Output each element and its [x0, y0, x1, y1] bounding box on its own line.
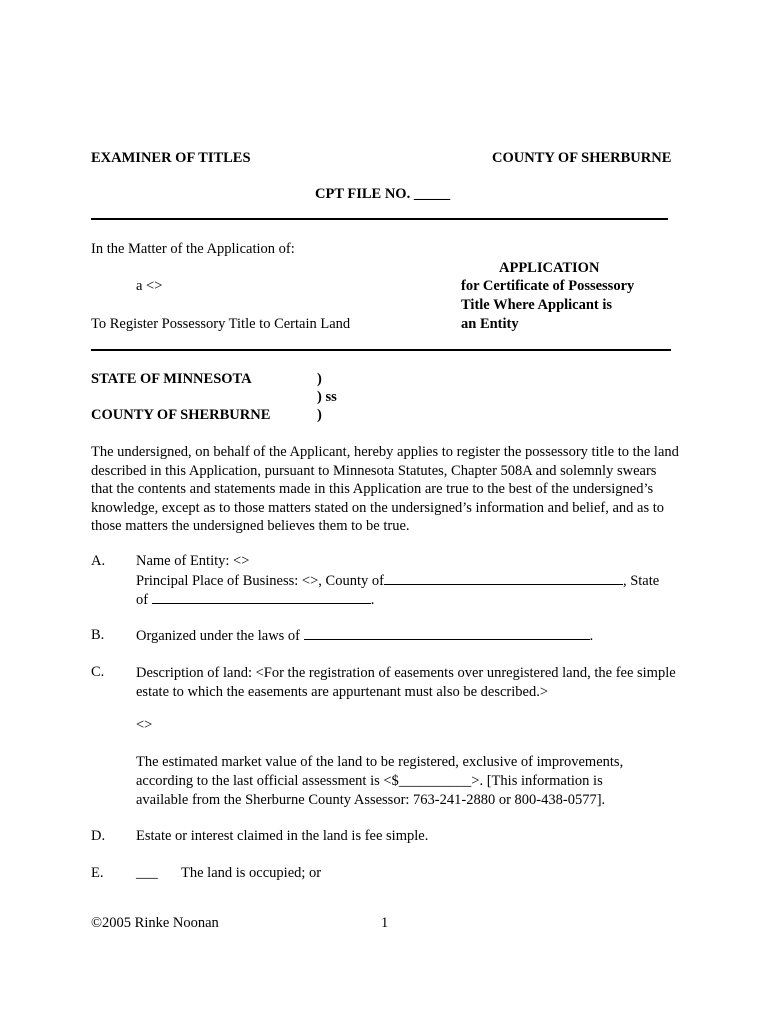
- application-subtitle-2: Title Where Applicant is: [461, 297, 613, 313]
- state-label: , State: [622, 573, 660, 589]
- organized-line: [136, 627, 593, 645]
- land-placeholder: <>: [136, 717, 153, 733]
- application-subtitle-3: an Entity: [461, 316, 519, 332]
- land-description: Description of land: <For the registration of easements over unregistered land, the fee simple estate to which the easements are appurtenant must also be described.>: [136, 665, 676, 700]
- state-line: [136, 591, 374, 609]
- header-right: COUNTY OF SHERBURNE: [492, 150, 672, 166]
- to-register: To Register Possessory Title to Certain Land: [91, 316, 351, 332]
- footer-copyright: ©2005 Rinke Noonan: [91, 915, 219, 931]
- venue-state: STATE OF MINNESOTA: [91, 371, 252, 387]
- of-label: of: [136, 592, 149, 608]
- laws-blank: [304, 627, 590, 640]
- divider-middle: [91, 349, 671, 351]
- header-left: EXAMINER OF TITLES: [91, 150, 251, 166]
- in-the-matter: In the Matter of the Application of:: [91, 241, 295, 257]
- occupied-checkbox-blank: ___: [136, 865, 158, 881]
- market-value-line-3: available from the Sherburne County Assessor: 763-241-2880 or 800-438-0577].: [136, 792, 606, 808]
- applicant-name: a <>: [136, 278, 163, 294]
- county-blank: [384, 572, 623, 585]
- state-blank: [152, 591, 371, 604]
- application-subtitle-1: for Certificate of Possessory: [461, 278, 635, 294]
- organized-label: Organized under the laws of: [136, 628, 301, 644]
- principal-place-line: [136, 572, 659, 590]
- application-title: APPLICATION: [499, 260, 600, 276]
- item-d-label: D.: [91, 828, 106, 844]
- venue-ss: ) ss: [317, 389, 337, 405]
- item-c-label: C.: [91, 664, 105, 680]
- estate-claimed: Estate or interest claimed in the land is fee simple.: [136, 828, 429, 844]
- venue-paren-3: ): [317, 407, 322, 423]
- venue-paren-1: ): [317, 371, 322, 387]
- entity-name: Name of Entity: <>: [136, 553, 250, 569]
- intro-paragraph: The undersigned, on behalf of the Applicant, hereby applies to register the possessory title to the land described in this Application, pursuant to Minnesota Statutes, Chapter 508A and solemnly swears that the contents and statements made in this Application are true to the best of the undersigned’s knowledge, except as to those matters stated on the undersigned’s information and belief, and as to those matters the undersigned believes them to be true.: [91, 444, 679, 535]
- item-b-label: B.: [91, 627, 105, 643]
- occupied-text: The land is occupied; or: [181, 865, 322, 881]
- item-e-label: E.: [91, 865, 104, 881]
- page-number: 1: [381, 915, 389, 931]
- organized-end: .: [589, 628, 594, 644]
- state-end: .: [370, 592, 375, 608]
- file-number: CPT FILE NO. _____: [315, 186, 451, 202]
- principal-place-label: Principal Place of Business: <>, County of: [136, 573, 384, 589]
- market-value-line-2: according to the last official assessment is <$__________>. [This information is: [136, 773, 603, 789]
- market-value-line-1: The estimated market value of the land to be registered, exclusive of improvements,: [136, 754, 624, 770]
- item-a-label: A.: [91, 553, 106, 569]
- venue-county: COUNTY OF SHERBURNE: [91, 407, 271, 423]
- divider-top: [91, 218, 668, 220]
